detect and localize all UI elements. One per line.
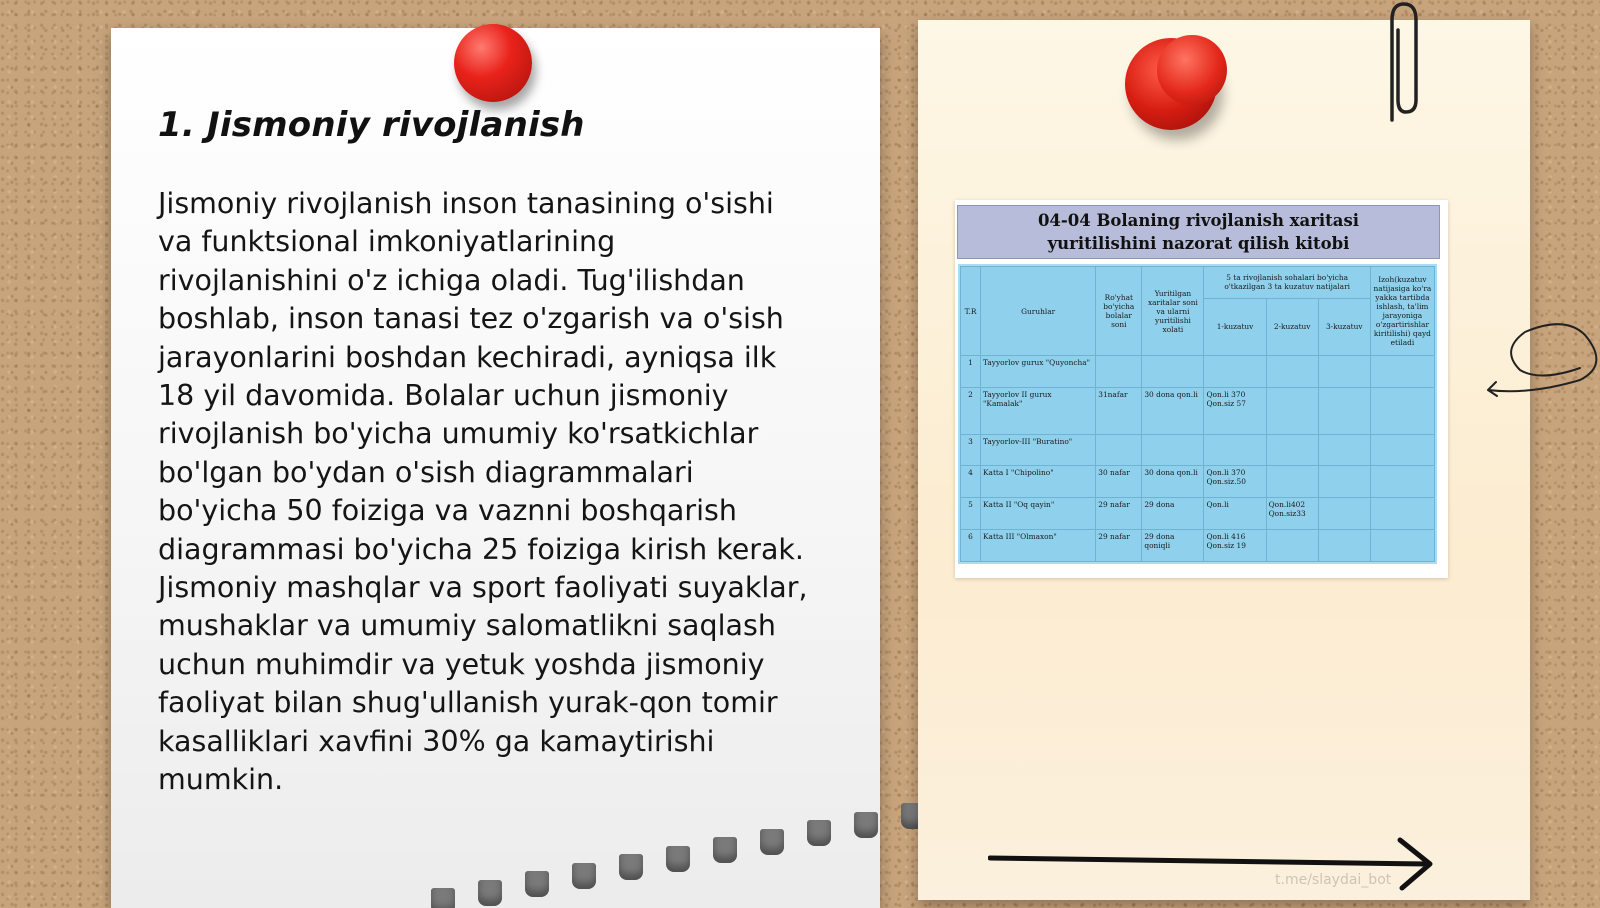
row-count: 29 nafar [1096,530,1142,562]
row-obs3 [1318,387,1370,434]
red-pushpin-icon [454,24,532,102]
perforation-tooth [666,846,690,872]
row-maps [1142,356,1204,388]
development-map-table [960,266,1435,562]
table-row [961,434,1435,466]
header-obs3: 3-kuzatuv [1318,298,1370,355]
header-groups: Guruhlar [981,267,1096,356]
perforation-tooth [525,871,549,897]
row-obs3 [1318,434,1370,466]
perforation-tooth [572,863,596,889]
row-obs3 [1318,356,1370,388]
row-obs3 [1318,530,1370,562]
table-row [961,498,1435,530]
slide-title: 1. Jismoniy rivojlanish [158,105,585,145]
row-count: 31nafar [1096,387,1142,434]
row-note [1370,498,1434,530]
header-maps: Yuritilgan xaritalar soni va ularni yuritilishi xolati [1142,267,1204,356]
row-obs2 [1266,387,1318,434]
perforation-tooth [619,854,643,880]
row-number: 4 [961,466,981,498]
row-group: Katta III "Olmaxon" [981,530,1096,562]
row-group: Katta I "Chipolino" [981,466,1096,498]
row-obs1 [1204,356,1266,388]
row-note [1370,434,1434,466]
row-obs1: Qon.li [1204,498,1266,530]
row-obs2: Qon.li402 Qon.siz33 [1266,498,1318,530]
row-note [1370,466,1434,498]
perforation-tooth [854,812,878,838]
table-row [961,387,1435,434]
header-obs2: 2-kuzatuv [1266,298,1318,355]
header-list-count: Ro'yhat bo'yicha bolalar soni [1096,267,1142,356]
pushpin-head [1157,35,1227,105]
row-obs2 [1266,356,1318,388]
header-obs1: 1-kuzatuv [1204,298,1266,355]
row-maps: 30 dona qon.li [1142,387,1204,434]
table-row [961,530,1435,562]
row-maps [1142,434,1204,466]
body-paragraph: Jismoniy rivojlanish inson tanasining o'sishi va funktsional imkoniyatlarining rivojlanishini o'z ichiga oladi. Tug'ilishdan boshlab, inson tanasi tez o'zgarish va o'sish jarayonlarini boshdan kechiradi, ayniqsa ilk 18 yil davomida. Bolalar uchun jismoniy rivojlanish bo'yicha umumiy ko'rsatkichlar bo'lgan bo'ydan o'sish diagrammalari bo'yicha 50 foiziga va vaznni boshqarish diagrammasi bo'yicha 25 foiziga kirish kerak. Jismoniy mashqlar va sport faoliyati suyaklar, mushaklar va umumiy salomatlikni saqlash uchun muhimdir va yetuk yoshda jismoniy faoliyat bilan shug'ullanish yurak-qon tomir kasalliklari xavfini 30% ga kamaytirishi mumkin. [158,187,808,797]
perforation-tooth [807,820,831,846]
document-title: 04-04 Bolaning rivojlanish xaritasi yuritilishini nazorat qilish kitobi [1037,211,1360,253]
torn-perforation [411,788,991,908]
paperclip-icon [1378,0,1426,130]
header-note: Izoh(kuzatuv natijasiga ko'ra yakka tartibda ishlash, ta'lim jarayoniga o'zgartirishlar kiritilishi) qayd etiladi [1370,267,1434,356]
row-number: 3 [961,434,981,466]
perforation-tooth [713,837,737,863]
row-obs1: Qon.li 416 Qon.siz 19 [1204,530,1266,562]
header-observations: 5 ta rivojlanish sohalari bo'yicha o'tkazilgan 3 ta kuzatuv natijalari [1204,267,1370,299]
row-obs1: Qon.li 370 Qon.siz.50 [1204,466,1266,498]
row-count: 30 nafar [1096,466,1142,498]
row-obs3 [1318,466,1370,498]
row-number: 1 [961,356,981,388]
row-count: 29 nafar [1096,498,1142,530]
document-title-bar [957,205,1440,259]
row-maps: 29 dona [1142,498,1204,530]
row-group: Tayyorlov-III "Buratino" [981,434,1096,466]
row-maps: 30 dona qon.li [1142,466,1204,498]
row-obs2 [1266,434,1318,466]
watermark: t.me/slaydai_bot [1275,872,1392,888]
row-number: 2 [961,387,981,434]
row-count [1096,434,1142,466]
row-note [1370,356,1434,388]
row-number: 5 [961,498,981,530]
squiggle-arrow-icon [1480,310,1600,405]
row-group: Tayyorlov II gurux "Kamalak" [981,387,1096,434]
row-obs1: Qon.li 370 Qon.siz 57 [1204,387,1266,434]
perforation-tooth [478,880,502,906]
table-row [961,466,1435,498]
row-note [1370,530,1434,562]
row-group: Tayyorlov gurux "Quyoncha" [981,356,1096,388]
row-group: Katta II "Oq qayin" [981,498,1096,530]
perforation-tooth [431,888,455,908]
row-obs2 [1266,530,1318,562]
perforation-tooth [760,829,784,855]
row-obs1 [1204,434,1266,466]
row-obs3 [1318,498,1370,530]
row-note [1370,387,1434,434]
row-obs2 [1266,466,1318,498]
table-row [961,356,1435,388]
header-tr: T.R [961,267,981,356]
row-count [1096,356,1142,388]
row-number: 6 [961,530,981,562]
row-maps: 29 dona qoniqli [1142,530,1204,562]
